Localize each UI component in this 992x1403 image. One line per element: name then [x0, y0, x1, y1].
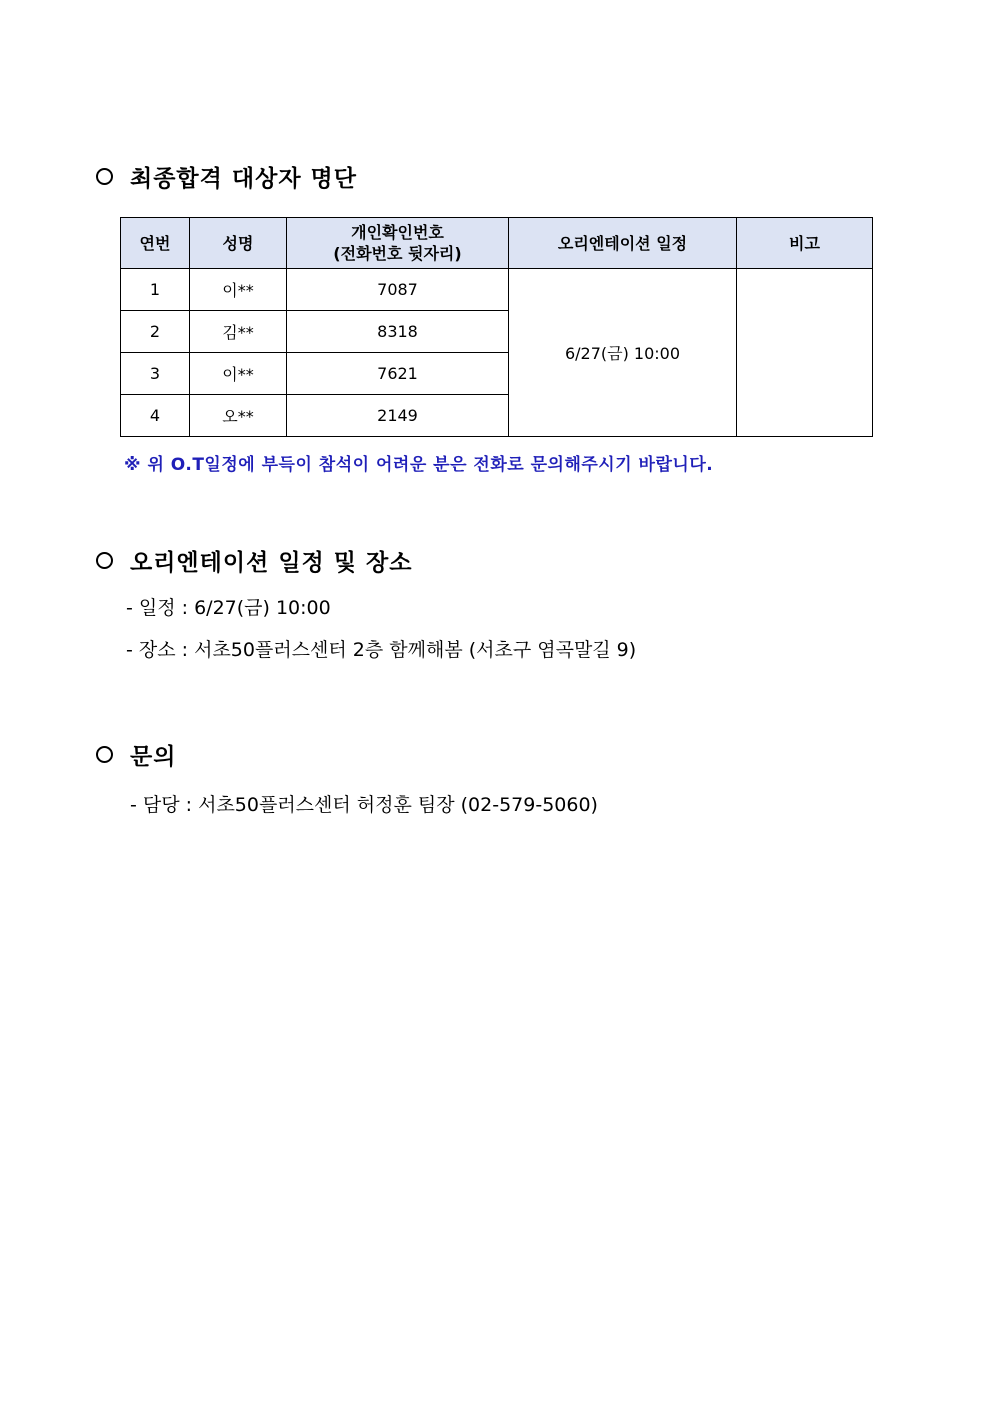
header-id-line1: 개인확인번호 — [351, 223, 444, 242]
orientation-place: - 장소 : 서초50플러스센터 2층 함께해봄 (서초구 염곡말길 9) — [126, 639, 637, 661]
section-title-text: 오리엔테이션 일정 및 장소 — [130, 550, 413, 576]
header-id — [287, 218, 509, 269]
cell-id: 8318 — [287, 311, 509, 353]
cell-id: 2149 — [287, 395, 509, 437]
header-schedule: 오리엔테이션 일정 — [509, 218, 737, 269]
cell-no: 1 — [121, 269, 190, 311]
header-no: 연번 — [121, 218, 190, 269]
final-candidates-table — [120, 217, 873, 437]
circle-bullet-icon — [96, 746, 113, 763]
circle-bullet-icon — [96, 168, 113, 185]
section-title-text: 문의 — [130, 744, 177, 770]
cell-name: 김** — [190, 311, 287, 353]
cell-schedule: 6/27(금) 10:00 — [509, 269, 737, 437]
section-title-contact — [96, 738, 176, 771]
table-header-row — [121, 218, 873, 269]
cell-name: 이** — [190, 353, 287, 395]
header-name: 성명 — [190, 218, 287, 269]
cell-note — [737, 269, 873, 437]
cell-no: 4 — [121, 395, 190, 437]
cell-no: 2 — [121, 311, 190, 353]
absence-notice: ※ 위 O.T일정에 부득이 참석이 어려운 분은 전화로 문의해주시기 바랍니다. — [124, 455, 714, 475]
contact-person: - 담당 : 서초50플러스센터 허정훈 팀장 (02-579-5060) — [130, 794, 598, 816]
circle-bullet-icon — [96, 552, 113, 569]
cell-id: 7087 — [287, 269, 509, 311]
cell-name: 이** — [190, 269, 287, 311]
cell-id: 7621 — [287, 353, 509, 395]
section-title-orientation — [96, 544, 412, 577]
header-id-line2: (전화번호 뒷자리) — [333, 244, 462, 263]
section-title-final-list — [96, 160, 357, 193]
cell-name: 오** — [190, 395, 287, 437]
header-note: 비고 — [737, 218, 873, 269]
orientation-date: - 일정 : 6/27(금) 10:00 — [126, 597, 331, 619]
table-row — [121, 269, 873, 311]
section-title-text: 최종합격 대상자 명단 — [130, 166, 357, 192]
cell-no: 3 — [121, 353, 190, 395]
